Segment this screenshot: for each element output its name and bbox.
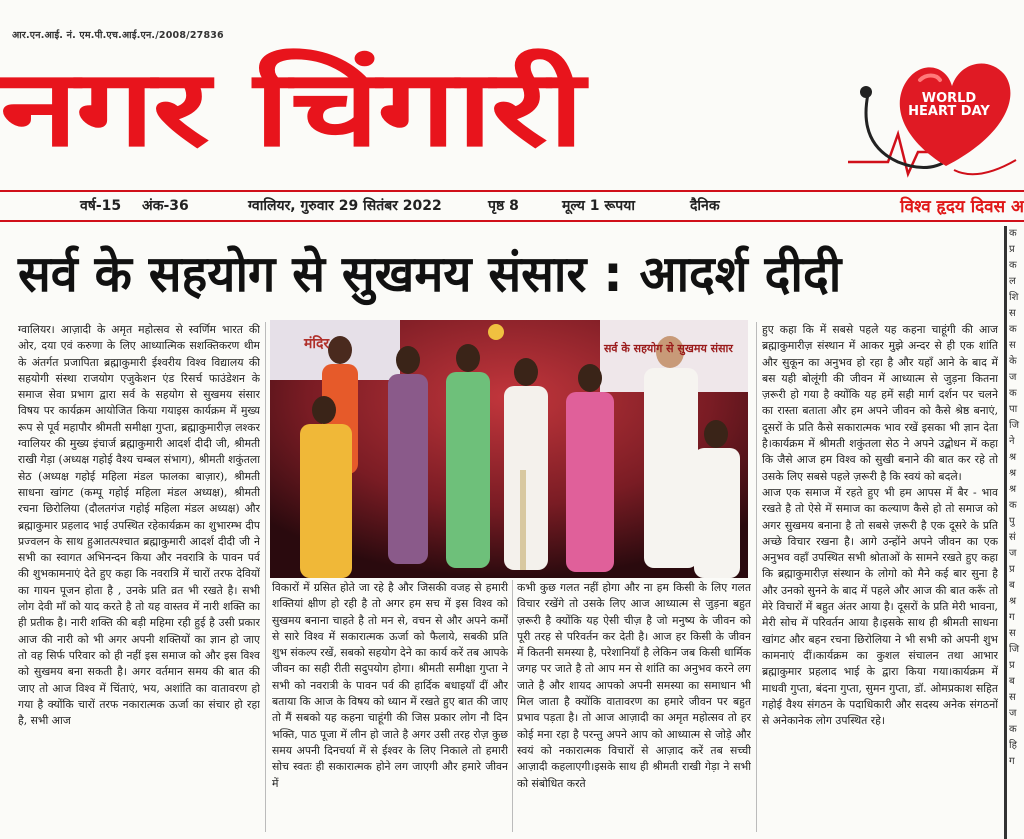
strip-fragment: ने [1009, 436, 1015, 447]
strip-fragment: श्र [1009, 452, 1017, 463]
strip-fragment: हि [1009, 740, 1017, 751]
column-divider [265, 322, 266, 832]
strip-fragment: ब [1009, 676, 1015, 687]
strip-fragment: ल [1009, 276, 1016, 287]
strip-fragment: जि [1009, 644, 1020, 655]
issue-number: अंक-36 [142, 198, 189, 214]
page-number: पृष्ठ 8 [488, 198, 519, 214]
photo-banner-right: सर्व के सहयोग से सुखमय संसार [604, 342, 733, 355]
strip-fragment: पा [1009, 404, 1018, 415]
article-column-3: कभी कुछ गलत नहीं होगा और ना हम किसी के लिए गलत विचार रखेंगे तो उसके लिए आज आध्यात्म से जुड़ना बहुत ज़रूरी है क्योंकि यह ऐसी चीज़ है जो मनुष्य के जीवन को पूरी तरह से परिवर्तन कर देती है। आज हर किसी के जीवन में कितनी समस्या है, परेशानियाँ है लेकिन जब किसी धार्मिक जगह पर जाते है तो आप मन से शांति का अनुभव करने लग जाते है और शायद आपको अपनी समस्या का समाधान भी मिल जाता है क्योंकि वातावरण का हमारे जीवन पर बहुत प्रभाव पड़ता है। तो आज आज़ादी का अमृत महोत्सव तो हर कोई मना रहा है परन्तु अपने आप को आध्यात्म से जोड़े और स्वयं को नकारात्मक विचारों से आज़ाद करें तब सच्ची आज़ादी कहलाएगी।इसके साथ ही श्रीमती राखी गेड़ा ने सभी को संबोधित करते [517, 581, 751, 790]
price: मूल्य 1 रूपया [562, 198, 635, 214]
strip-fragment: ज [1009, 548, 1017, 559]
strip-fragment: श्र [1009, 468, 1017, 479]
strip-fragment: ज [1009, 372, 1017, 383]
strip-fragment: जि [1009, 420, 1020, 431]
strip-fragment: श्र [1009, 484, 1017, 495]
strip-fragment: क [1009, 324, 1017, 335]
world-heart-day-logo [828, 34, 1024, 184]
strip-fragment: सं [1009, 532, 1016, 543]
strip-fragment: स [1009, 308, 1016, 319]
heart-day-tag: विश्व हृदय दिवस अ [900, 197, 1024, 217]
strip-fragment: ज [1009, 708, 1017, 719]
article-column-1: ग्वालियर। आज़ादी के अमृत महोत्सव से स्वर्णिम भारत की ओर, दया एवं करुणा के लिए आध्यात्मिक सशक्तिकरण थीम के अंतर्गत प्रजापिता ब्रह्माकुमारी ईश्वरीय विश्व विद्यालय की सहयोगी संस्था राजयोग एजुकेशन एंड रिसर्च फाउंडेशन के समाज सेवा प्रभाग द्वारा सर्व के सहयोग से सुखमय संसार विषय पर कार्यक्रम आयोजित किया गयाइस कार्यक्रम में मुख्य रूप से पूर्व महापौर श्रीमती समीक्षा गुप्ता, ब्रह्माकुमारीज़ लश्कर ग्वालियर की मुख्य इंचार्ज ब्रह्माकुमारी आदर्श दीदी जी, श्रीमती राखी गेड़ा (अध्यक्ष गहोई वैश्य चम्बल संभाग), श्रीमती शकुंतला सेठ (अध्यक्ष गहोई महिला मंडल फालका बाज़ार), श्रीमती साधना खांगट (कम्पू गहोई महिला मंडल अध्यक्ष), श्रीमती रचना छिरोलिया (दौलतगंज गहोई महिला मंडल अध्यक्ष) और ब्रह्माकुमार प्रहलाद भाई उपस्थित रहेकार्यक्रम का शुभारम्भ दीप प्रज्वलन के साथ हुआतत्पश्चात ब्रह्माकुमारी आदर्श दीदी जी ने सभी का स्वागत अभिनन्दन किया और नवरात्रि के पावन पर्व की शुभकामनाएं देते हुए कहा कि नवरात्रि में चारों तरफ देवियों का गायन पूजन होता है , उनके प्रति व्रत भी रखते है। सभी लोग देवी माँ को याद करते है तो यह वास्तव में नारी शक्ति का ही प्रतीक है। नारी शक्ति की बड़ी महिमा रही हुई है उसी प्रकार आज की नारी को भी अगर अपनी शक्तियों का ज्ञान हो जाए तो वह सिर्फ परिवार को ही नहीं इस समाज को और इस विश्व को सुखमय बना सकती है। अगर वर्तमान समय की बात की जाए तो आज विश्व में चिंताएं, भय, अशांति का वातावरण हो गया है क्योंकि चारों तरफ नकारात्मक ऊर्जा का संचार हो रहा है, सभी आज [18, 323, 260, 728]
frequency: दैनिक [690, 198, 720, 214]
strip-fragment: क [1009, 388, 1017, 399]
strip-fragment: ब [1009, 580, 1015, 591]
strip-fragment: प्र [1009, 244, 1015, 255]
registration-number: आर.एन.आई. नं. एम.पी.एच.आई.एन./2008/27836 [12, 30, 224, 41]
adjacent-article-strip [1004, 226, 1024, 839]
strip-fragment: श्र [1009, 596, 1017, 607]
strip-fragment: स [1009, 628, 1016, 639]
column-divider [512, 580, 513, 832]
strip-fragment: क [1009, 500, 1017, 511]
place-date: ग्वालियर, गुरुवार 29 सितंबर 2022 [248, 198, 442, 214]
strip-fragment: पु [1009, 516, 1015, 527]
volume-year: वर्ष-15 [80, 198, 122, 214]
photo-banner-left: मंदिर [304, 336, 330, 352]
strip-fragment: स [1009, 340, 1016, 351]
strip-fragment: क [1009, 724, 1017, 735]
world-heart-day-text: WORLD HEART DAY [908, 91, 990, 119]
strip-fragment: ग [1009, 612, 1015, 623]
event-photo-image [270, 320, 748, 578]
strip-fragment: प्र [1009, 660, 1015, 671]
dateline-bar [0, 190, 1024, 222]
headline: सर्व के सहयोग से सुखमय संसार : आदर्श दीदी [18, 245, 842, 303]
article-column-2: विकारों में ग्रसित होते जा रहे है और जिसकी वजह से हमारी शक्तियां क्षीण हो रही है तो अगर हम सच में इस विश्व को सुखमय बनाना चाहते है तो मन से, वचन से और अपने कर्मों से सारे विश्व में सकारात्मक ऊर्जा को फैलाये, सबकी प्रति शुभ संकल्प रखें, सबको सहयोग देने का कार्य करें तब आपके जीवन का सही रीती सदुपयोग होगा। श्रीमती समीक्षा गुप्ता ने सभी को नवरात्री के पावन पर्व की हार्दिक बधाइयाँ दीं और बताया कि आज के विषय को ध्यान में रखते हुए बात की जाए तो मैं सबको यह कहना चाहूंगी की जिस प्रकार लोग नौ दिन भक्ति, पाठ पूजा में लीन हो जाते है अगर उसी तरह रोज़ कुछ समय अपनी दिनचर्या में से ईश्वर के लिए निकाले तो हमारी सोच स्वतः ही सकारात्मक होने लग जाएगी और हमारे जीवन में [272, 581, 508, 790]
strip-fragment: के [1009, 356, 1017, 367]
strip-fragment: क [1009, 260, 1017, 271]
strip-fragment: ग [1009, 756, 1015, 767]
strip-fragment: स [1009, 692, 1016, 703]
column-divider [756, 322, 757, 832]
newspaper-title: नगर चिंगारी [0, 47, 582, 170]
strip-fragment: प्र [1009, 564, 1015, 575]
event-photo [270, 320, 748, 578]
strip-fragment: शि [1009, 292, 1019, 303]
article-column-4: हुए कहा कि में सबसे पहले यह कहना चाहूंगी की आज ब्रह्माकुमारीज़ संस्थान में आकर मुझे अन्दर से ही एक शांति और सुकून का अनुभव हो रहा है और यहाँ आने के बाद में बस यही बोलूंगी की जीवन में आध्यात्म से जुड़ना कितना ज़रूरी हो गया है क्योंकि यह हमें सही मार्ग दर्शन पर चलने का रास्ता बताता और हम अपने जीवन को कैसे श्रेष्ठ बनाएं, दूसरों के प्रति कैसे सकारात्मक भाव रखें इसका भी ज्ञान देता है।कार्यक्रम में श्रीमती शकुंतला सेठ ने अपने उद्बोधन में कहा कि जैसे आज हम विश्व को सुखी बनाने की बात कर रहे तो उसके लिए सबसे पहले ज़रूरी है कि स्वयं को बदले। आज एक समाज में रहते हुए भी हम आपस में बैर - भाव रखते है तो ऐसे में समाज का कल्याण कैसे हो तो समाज को अगर सुखमय बनाना है तो सबसे ज़रूरी है एक दूसरे के प्रति अच्छे विचार रखना है। आगे उन्होंने अपने जीवन का एक अनुभव वहाँ उपस्थित सभी श्रोताओं के सामने रखते हुए कहा कि ब्रह्माकुमारीज़ संस्थान के लोगो को मैने कई बार सुना है और उनको सुनने के बाद में पहले और आज की बात करूँ तो मेरे विचारों में बहुत अंतर आया है। दूसरों के प्रति मेरी भावना, मेरी सोच में परिवर्तन आया है।इसके साथ ही श्रीमती साधना खांगट और बहन रचना छिरोलिया ने भी सभी को अपनी शुभ कामनाएं दीं।कार्यक्रम का कुशल संचालन तथा आभार ब्रह्माकुमार प्रहलाद भाई के द्वारा किया गया।कार्यक्रम में माधवी गुप्ता, बंदना गुप्ता, सुमन गुप्ता, डॉ. ओमप्रकाश सहित गहोई वैश्य संगठन के पदाधिकारी और सदस्य अनेक संगठनों से अनेकानेक लोग उपस्थित रहे। [762, 323, 998, 728]
strip-fragment: क [1009, 228, 1017, 239]
